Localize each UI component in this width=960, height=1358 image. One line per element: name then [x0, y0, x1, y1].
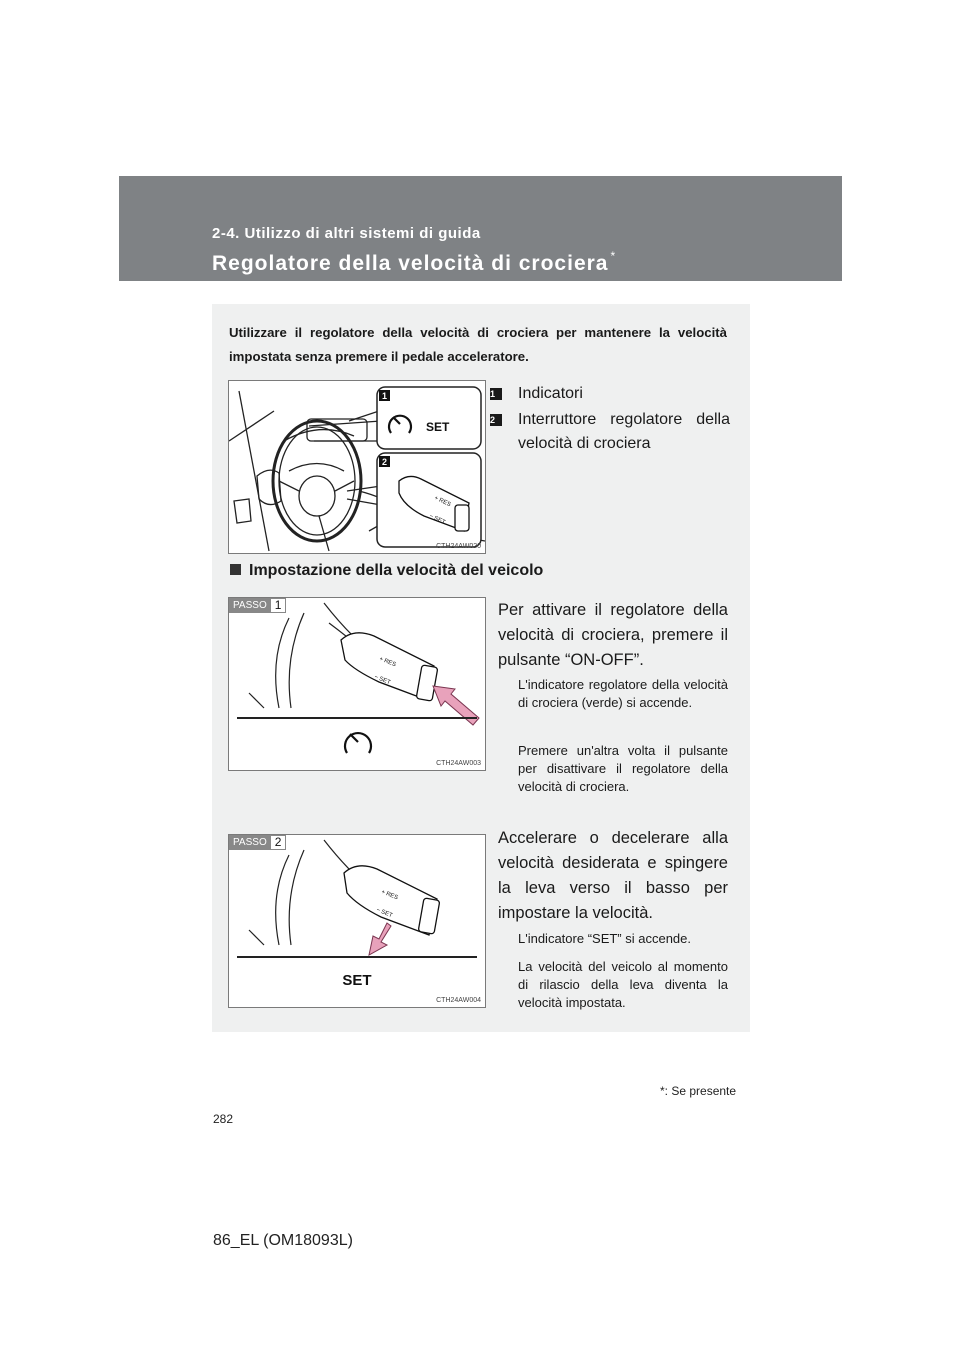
lever-label-set: − SET [428, 513, 446, 526]
document-code: 86_EL (OM18093L) [213, 1232, 353, 1249]
step-2-text: Accelerare o decelerare alla velocità desiderata e spingere la leva verso il basso per impostare la velocità. [498, 829, 728, 922]
callout-item-switch [490, 408, 730, 456]
step-1-note-1: L'indicatore regolatore della velocità di crociera (verde) si accende. [518, 677, 728, 710]
figure-step-1 [228, 597, 486, 771]
speedometer-icon [345, 733, 371, 753]
lever-label-res: + RES [378, 656, 397, 669]
figure-badge-1: 1 [381, 391, 388, 401]
section-label: 2-4. Utilizzo di altri sistemi di guida [212, 225, 481, 242]
step-2-note-2: La velocità del veicolo al momento di rilascio della leva diventa la velocità impostata. [518, 959, 728, 1010]
passo-badge [229, 598, 286, 613]
lever-press-illustration [229, 598, 485, 770]
passo-number: 2 [271, 835, 287, 850]
callout-item-indicators [490, 382, 730, 406]
set-indicator-label: SET [426, 420, 450, 434]
figure-step-2 [228, 834, 486, 1008]
set-indicator-label: SET [342, 972, 372, 989]
subheading [230, 562, 543, 580]
callout-text: Indicatori [518, 385, 583, 402]
lever-label-res: + RES [380, 889, 399, 902]
subheading-text: Impostazione della velocità del veicolo [249, 562, 544, 579]
callout-badge: 2 [490, 414, 502, 426]
lever-label-set: − SET [375, 907, 394, 920]
lever-push-down-illustration [229, 835, 485, 1007]
step-1-note-2: Premere un'altra volta il pulsante per disattivare il regolatore della velocità di crociera. [518, 743, 728, 794]
page-title [212, 249, 616, 276]
passo-badge [229, 835, 286, 850]
intro-text: Utilizzare il regolatore della velocità di crociera per mantenere la velocità impostata senza premere il pedale acceleratore. [229, 325, 727, 364]
content-panel [212, 304, 750, 1032]
asterisk-mark: * [660, 1084, 665, 1098]
page-title-text: Regolatore della velocità di crociera [212, 252, 609, 275]
callout-text: Interruttore regolatore della velocità di crociera [518, 411, 730, 452]
callout-list [490, 382, 730, 458]
passo-number: 1 [271, 598, 287, 613]
page-number: 282 [213, 1112, 234, 1126]
step-1-text: Per attivare il regolatore della velocità di crociera, premere il pulsante “ON-OFF”. [498, 601, 728, 669]
lever-label-set: − SET [373, 674, 392, 687]
figure-badge-2: 2 [381, 457, 388, 467]
step-2-note-1: L'indicatore “SET” si accende. [518, 931, 692, 946]
push-down-arrow-icon [369, 923, 391, 955]
footnote [660, 1084, 736, 1098]
figure-code: CTH24AW004 [436, 997, 481, 1004]
press-arrow-icon [433, 686, 479, 725]
footnote-text: : Se presente [664, 1084, 737, 1098]
passo-word: PASSO [229, 835, 271, 850]
passo-word: PASSO [229, 598, 271, 613]
steering-wheel-illustration [229, 381, 485, 553]
lever-label-res: + RES [433, 495, 452, 509]
header-bar [119, 176, 842, 281]
callout-badge: 1 [490, 388, 502, 400]
figure-code: CTH24AW003 [436, 760, 481, 767]
square-bullet-icon [230, 564, 241, 575]
asterisk-mark: * [610, 249, 617, 263]
figure-code: CTH24AW020 [436, 543, 481, 550]
figure-steering-overview [228, 380, 486, 554]
